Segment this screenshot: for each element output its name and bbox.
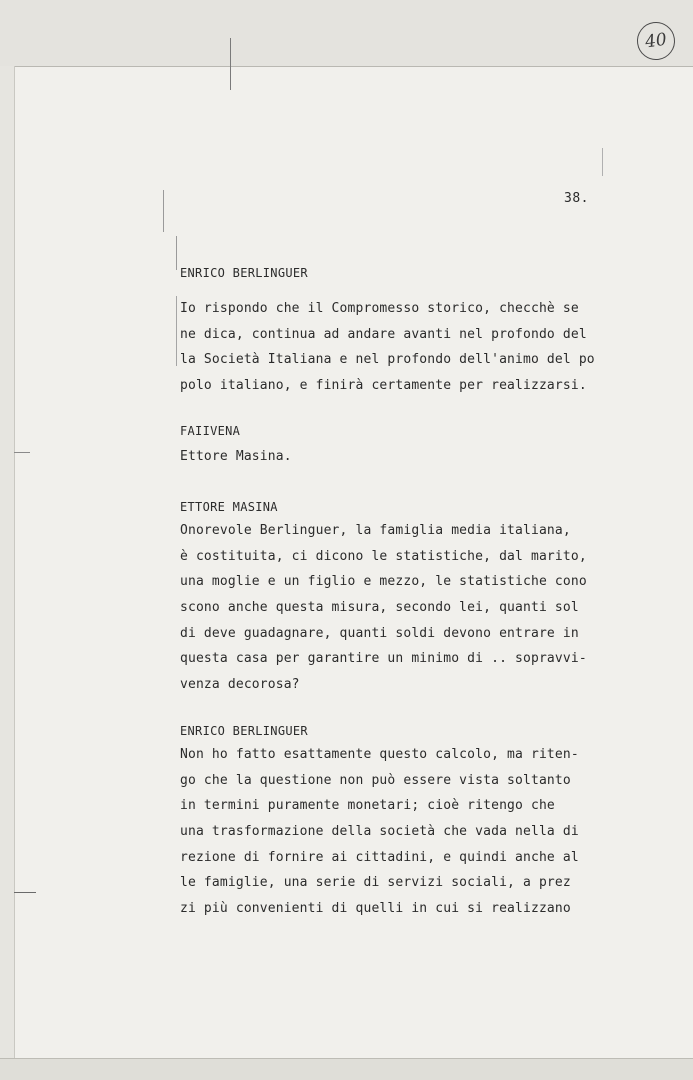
text-line: polo italiano, e finirà certamente per realizzarsi. (180, 378, 587, 394)
text-line: zi più convenienti di quelli in cui si realizzano (180, 901, 571, 917)
scan-left-edge (0, 66, 15, 1080)
pencil-mark (163, 190, 164, 232)
speaker-name: ETTORE MASINA (180, 500, 278, 514)
scan-bottom-edge (0, 1058, 693, 1080)
text-line: Non ho fatto esattamente questo calcolo, ma riten- (180, 747, 579, 762)
speaker-name: ENRICO BERLINGUER (180, 724, 308, 738)
text-line: in termini puramente monetari; cioè ritengo che (180, 798, 555, 814)
text-line: una moglie e un figlio e mezzo, le statistiche cono (180, 574, 587, 590)
text-line: una trasformazione della società che vada nella di (180, 824, 579, 840)
dialogue-block (180, 262, 620, 399)
pencil-mark (176, 236, 177, 270)
archive-stamp: 40 (635, 20, 678, 63)
dialogue-block (180, 420, 620, 470)
speaker-name: ENRICO BERLINGUER (180, 266, 308, 280)
text-line: ne dica, continua ad andare avanti nel profondo del (180, 326, 587, 342)
pencil-mark (230, 38, 231, 90)
margin-tick (14, 452, 30, 453)
margin-tick (14, 892, 36, 893)
text-line: rezione di fornire ai cittadini, e quindi anche al (180, 849, 579, 865)
text-line: di deve guadagnare, quanti soldi devono entrare in (180, 625, 579, 641)
dialogue-block (180, 496, 620, 698)
pencil-mark (176, 296, 177, 366)
speaker-name: FAIIVENA (180, 424, 241, 438)
text-line: le famiglie, una serie di servizi sociali, a prez (180, 875, 571, 891)
text-line: venza decorosa? (180, 677, 300, 693)
text-line: è costituita, ci dicono le statistiche, dal marito, (180, 548, 587, 564)
text-line: scono anche questa misura, secondo lei, quanti sol (180, 600, 579, 616)
text-line: Ettore Masina. (180, 449, 292, 464)
page-number: 38. (564, 191, 589, 206)
text-line: la Società Italiana e nel profondo dell'animo del po (180, 352, 595, 368)
scan-top-edge (0, 0, 693, 67)
text-line: questa casa per garantire un minimo di .. sopravvi- (180, 651, 587, 667)
text-line: Onorevole Berlinguer, la famiglia media italiana, (180, 523, 571, 538)
text-line: go che la questione non può essere vista soltanto (180, 772, 571, 788)
pencil-mark (602, 148, 603, 176)
dialogue-block (180, 720, 620, 922)
text-line: Io rispondo che il Compromesso storico, checchè se (180, 301, 579, 316)
